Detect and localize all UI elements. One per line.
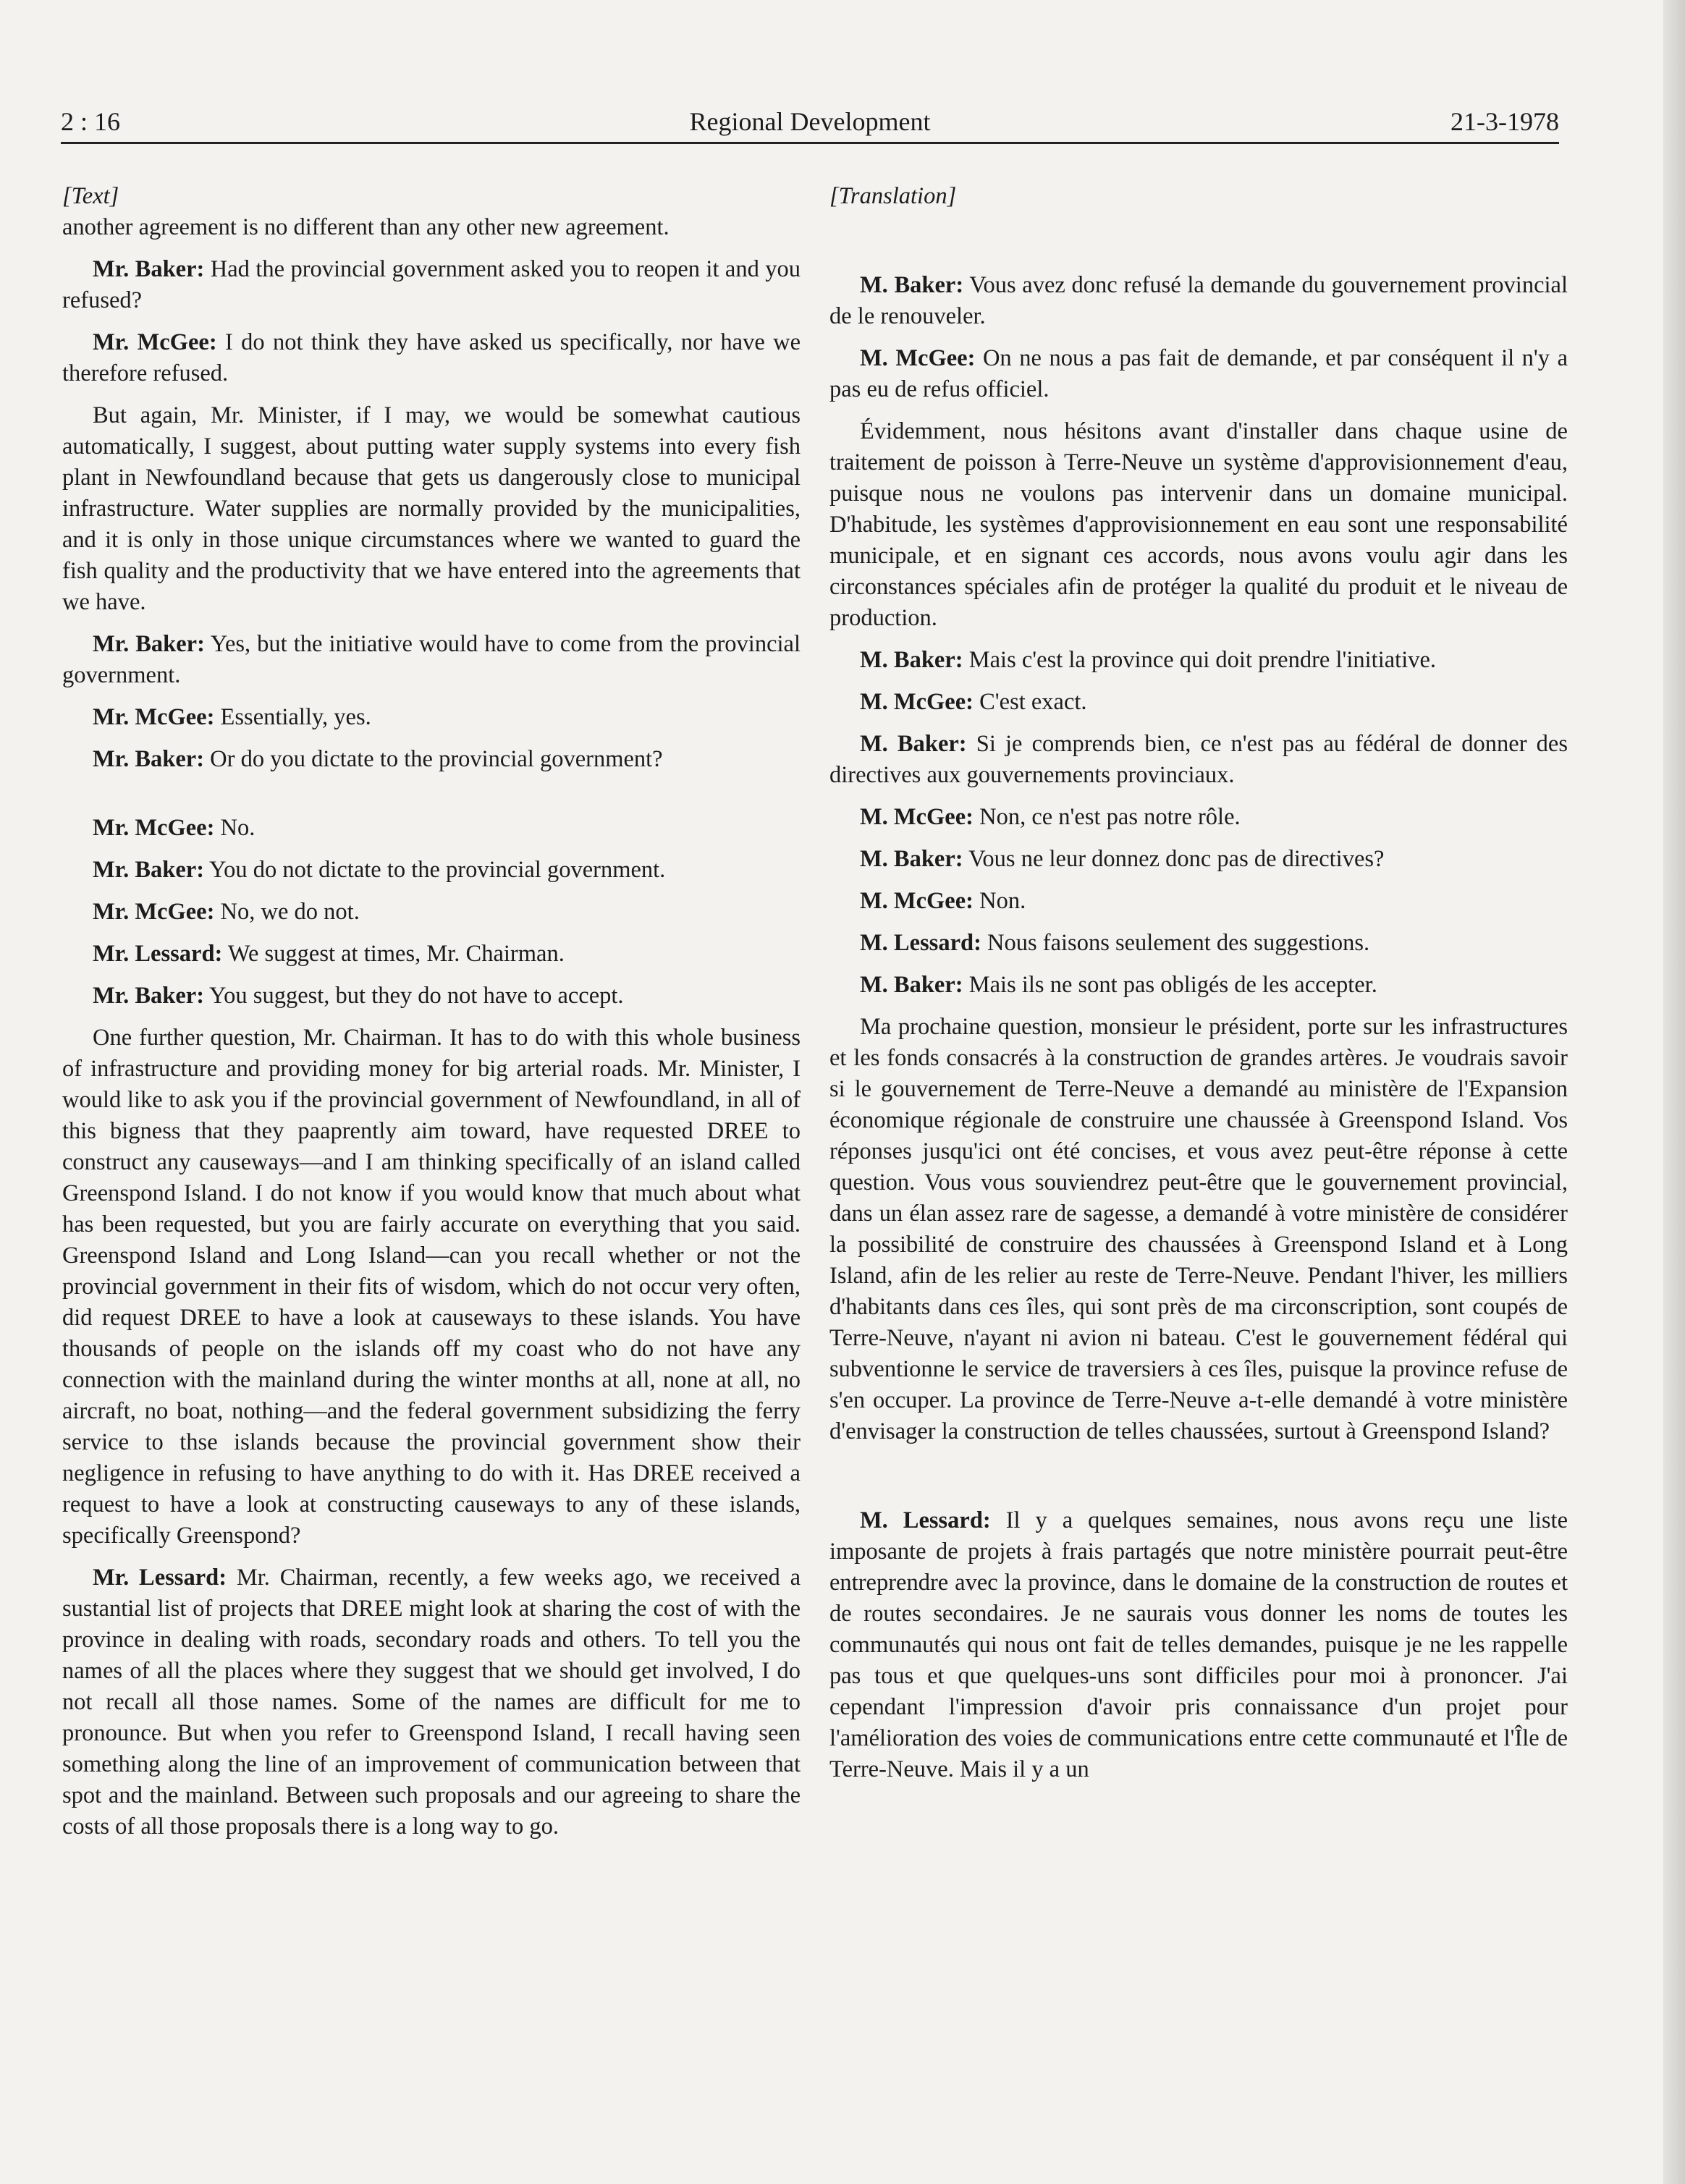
speaker-name: M. McGee: — [860, 888, 974, 914]
speaker-name: Mr. McGee: — [93, 329, 217, 355]
speech-paragraph — [62, 939, 801, 970]
paragraph: another agreement is no different than any other new agreement. — [62, 214, 670, 240]
speech-text: C'est exact. — [973, 689, 1087, 715]
speech-paragraph — [829, 645, 1568, 676]
speaker-name: Mr. McGee: — [93, 899, 215, 925]
speaker-name: Mr. Baker: — [93, 256, 205, 282]
header-title: Regional Development — [689, 107, 931, 136]
speaker-name: Mr. Lessard: — [93, 941, 223, 967]
speech-text: Nous faisons seulement des suggestions. — [981, 930, 1370, 956]
speech-text: Had the provincial government asked you to reopen it and you refused? — [62, 256, 801, 313]
speech-text: Non. — [973, 888, 1026, 914]
speaker-name: M. McGee: — [860, 345, 976, 371]
speech-paragraph — [62, 702, 801, 733]
speech-paragraph — [62, 1562, 801, 1842]
speech-text: Essentially, yes. — [214, 704, 371, 730]
paragraph: Évidemment, nous hésitons avant d'installer dans chaque usine de traitement de poisson à Terre-Neuve un système d'approvisionnement d'eau, puisque nous ne voulons pas intervenir dans un domaine municipal. D'habitude, les systèmes d'approvisionnement en eau sont une responsabilité municipale, et en signant ces accords, nous avons voulu agir dans les circonstances spéciales afin de protéger la qualité du produit et le niveau de production. — [829, 418, 1568, 631]
page-edge-shadow — [1663, 0, 1685, 2184]
speech-paragraph — [62, 813, 801, 844]
speech-text: Il y a quelques semaines, nous avons reçu une liste imposante de projets à frais partagés que notre ministère pourrait peut-être entreprendre avec la province, dans le domaine de la construction de routes et de routes secondaires. Je ne saurais vous donner les noms de toutes les communautés qui nous ont fait de telles demandes, puisque je ne les rappelle pas tous et que quelques-uns sont difficiles pour moi à prononcer. J'ai cependant l'impression d'avoir pris connaissance d'un projet pour l'amélioration des voies de communications entre cette communauté et l'Île de Terre-Neuve. Mais il y a un — [829, 1507, 1568, 1782]
speaker-name: M. McGee: — [860, 689, 974, 715]
speech-paragraph — [829, 844, 1568, 875]
speech-paragraph — [829, 970, 1568, 1001]
speech-text: Yes, but the initiative would have to come from the provincial government. — [62, 631, 801, 688]
speech-text: On ne nous a pas fait de demande, et par conséquent il n'y a pas eu de refus officiel. — [829, 345, 1568, 402]
speech-text: No. — [214, 815, 256, 841]
running-header — [61, 101, 1559, 142]
speech-text: Vous ne leur donnez donc pas de directives? — [963, 846, 1385, 872]
speech-paragraph — [829, 802, 1568, 833]
english-column — [62, 181, 801, 1853]
speech-text: Non, ce n'est pas notre rôle. — [973, 804, 1241, 830]
paragraph: Ma prochaine question, monsieur le président, porte sur les infrastructures et les fonds consacrés à la construction de grandes artères. Je voudrais savoir si le gouvernement de Terre-Neuve a demandé au ministère de l'Expansion économique régionale de construire une chaussée à Greenspond Island. Vos réponses jusqu'ici ont été concises, et vous avez peut-être réponse à cette question. Vous vous souviendrez peut-être que le gouvernement provincial, dans un élan assez rare de sagesse, a demandé à votre ministère de considérer la possibilité de construire des chaussées à Greenspond Island et à Long Island, afin de les relier au reste de Terre-Neuve. Pendant l'hiver, les milliers d'habitants dans ces îles, qui sont près de ma circonscription, sont coupés de Terre-Neuve, n'ayant ni avion ni bateau. C'est le gouvernement fédéral qui subventionne le service de traversiers à ces îles, puisque la province refuse de s'en occuper. La province de Terre-Neuve a-t-elle demandé à votre ministère d'envisager la construction de telles chaussées, surtout à Greenspond Island? — [829, 1014, 1568, 1444]
column-label: [Translation] — [829, 183, 957, 209]
speaker-name: Mr. McGee: — [93, 815, 215, 841]
speaker-name: M. Baker: — [860, 647, 963, 673]
speech-text: Vous avez donc refusé la demande du gouvernement provincial de le renouveler. — [829, 272, 1568, 329]
speech-paragraph — [62, 327, 801, 389]
speech-text: Si je comprends bien, ce n'est pas au fédéral de donner des directives aux gouvernements provinciaux. — [829, 731, 1568, 788]
speech-text: Or do you dictate to the provincial government? — [204, 746, 663, 772]
speaker-name: M. Baker: — [860, 731, 967, 757]
speech-paragraph — [62, 855, 801, 886]
speaker-name: Mr. Baker: — [93, 746, 205, 772]
speaker-name: Mr. McGee: — [93, 704, 215, 730]
speech-paragraph — [62, 981, 801, 1012]
speech-text: Mr. Chairman, recently, a few weeks ago, we received a sustantial list of projects that DREE might look at sharing the cost of with the province in dealing with roads, secondary roads and others. To tell you the names of all the places where they suggest that we should get involved, I do not recall all those names. Some of the names are difficult for me to pronounce. But when you refer to Greenspond Island, I recall having seen something along the line of an improvement of communication between that spot and the mainland. Between such proposals and our agreeing to share the costs of all those proposals there is a long way to go. — [62, 1565, 801, 1840]
speech-text: We suggest at times, Mr. Chairman. — [222, 941, 565, 967]
speaker-name: M. Baker: — [860, 972, 963, 998]
speaker-name: Mr. Baker: — [93, 857, 205, 883]
paragraph: But again, Mr. Minister, if I may, we would be somewhat cautious automatically, I suggest, about putting water supply systems into every fish plant in Newfoundland because that gets us dangerously close to municipal infrastructure. Water supplies are normally provided by the municipalities, and it is only in those unique circumstances where we wanted to guard the fish quality and the productivity that we have entered into the agreements that we have. — [62, 402, 801, 615]
column-label: [Text] — [62, 183, 119, 209]
header-rule — [61, 142, 1559, 144]
speaker-name: M. Baker: — [860, 272, 964, 298]
speaker-name: M. Lessard: — [860, 1507, 991, 1533]
speaker-name: Mr. Lessard: — [93, 1565, 227, 1591]
speech-text: Mais c'est la province qui doit prendre l'initiative. — [963, 647, 1437, 673]
speech-paragraph — [829, 343, 1568, 405]
speaker-name: Mr. Baker: — [93, 631, 205, 657]
speech-paragraph — [62, 897, 801, 928]
speech-text: Mais ils ne sont pas obligés de les accepter. — [963, 972, 1377, 998]
speech-text: You suggest, but they do not have to accept. — [204, 983, 624, 1009]
speech-text: I do not think they have asked us specifically, nor have we therefore refused. — [62, 329, 801, 386]
speaker-name: M. McGee: — [860, 804, 974, 830]
speech-paragraph — [829, 1505, 1568, 1785]
page-number: 2 : 16 — [61, 107, 121, 136]
speech-paragraph — [62, 254, 801, 316]
speaker-name: Mr. Baker: — [93, 983, 205, 1009]
paragraph: One further question, Mr. Chairman. It has to do with this whole business of infrastructure and providing money for big arterial roads. Mr. Minister, I would like to ask you if the provincial government of Newfoundland, in all of this bigness that they paaprently aim toward, have requested DREE to construct any causeways—and I am thinking specifically of an island called Greenspond Island. I do not know if you would know that much about what has been requested, but you are fairly accurate on everything that you said. Greenspond Island and Long Island—can you recall whether or not the provincial government in their fits of wisdom, which do not occur very often, did request DREE to have a look at causeways to these islands. You have thousands of people on the islands off my coast who do not have any connection with the mainland during the winter months at all, none at all, no aircraft, no boat, nothing—and the federal government subsidizing the ferry service to thse islands because the provincial government show their negligence in refusing to have anything to do with it. Has DREE received a request to have a look at constructing causeways to any of these islands, specifically Greenspond? — [62, 1025, 801, 1549]
speech-paragraph — [829, 687, 1568, 718]
speech-paragraph — [62, 744, 801, 775]
speech-paragraph — [829, 729, 1568, 791]
french-column — [829, 181, 1568, 1796]
speech-paragraph — [829, 928, 1568, 959]
speech-text: No, we do not. — [214, 899, 360, 925]
speech-paragraph — [62, 629, 801, 691]
speaker-name: M. Baker: — [860, 846, 963, 872]
speaker-name: M. Lessard: — [860, 930, 981, 956]
speech-text: You do not dictate to the provincial government. — [204, 857, 666, 883]
speech-paragraph — [829, 886, 1568, 917]
speech-paragraph — [829, 270, 1568, 332]
header-date: 21-3-1978 — [1450, 107, 1559, 136]
